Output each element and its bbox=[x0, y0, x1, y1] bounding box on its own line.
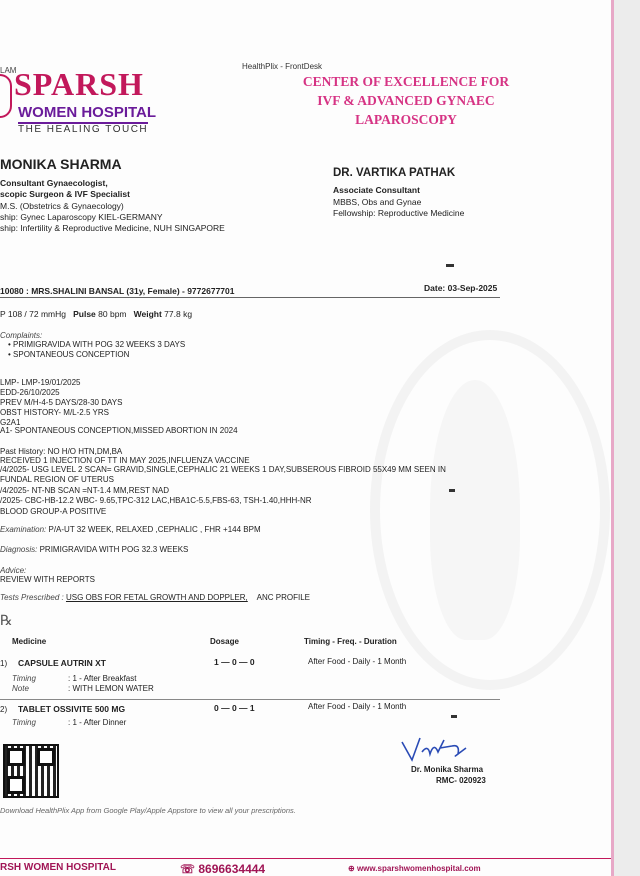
brand-name: SPARSH bbox=[14, 66, 144, 102]
medicine-timing: After Food - Daily - 1 Month bbox=[308, 657, 407, 666]
doctor1-line3: M.S. (Obstetrics & Gynaecology) bbox=[0, 201, 124, 211]
download-note: Download HealthPlix App from Google Play/Apple Appstore to view all your prescriptions. bbox=[0, 806, 296, 815]
scan-mark bbox=[449, 489, 455, 492]
advice-text: REVIEW WITH REPORTS bbox=[0, 575, 95, 584]
page-edge-band bbox=[611, 0, 614, 876]
medicine-dosage: 1 — 0 — 0 bbox=[214, 657, 255, 667]
footer-hospital: RSH WOMEN HOSPITAL bbox=[0, 862, 116, 873]
doctor1-name: MONIKA SHARMA bbox=[0, 156, 122, 172]
footer-rule bbox=[0, 858, 612, 859]
history-line: G2A1 bbox=[0, 418, 21, 427]
signatory-name: Dr. Monika Sharma bbox=[411, 765, 484, 774]
hospital-logo-icon bbox=[0, 74, 12, 118]
medicine-dosage: 0 — 0 — 1 bbox=[214, 703, 255, 713]
tests-prescribed: USG OBS FOR FETAL GROWTH AND DOPPLER, bbox=[65, 593, 248, 602]
header-rule bbox=[0, 297, 500, 298]
doctor2-degree: MBBS, Obs and Gynae bbox=[333, 197, 422, 207]
weight-label: Weight bbox=[133, 309, 162, 319]
signatory-rmc: RMC- 020923 bbox=[436, 776, 486, 785]
blood-pressure: P 108 / 72 mmHg bbox=[0, 309, 66, 319]
history-line: PREV M/H-4-5 DAYS/28-30 DAYS bbox=[0, 398, 123, 407]
vitals-row bbox=[0, 309, 192, 319]
row-separator bbox=[0, 699, 500, 700]
watermark-figure bbox=[430, 380, 520, 640]
weight-value: 77.8 kg bbox=[164, 309, 193, 319]
qr-code bbox=[3, 744, 59, 798]
visit-date: Date: 03-Sep-2025 bbox=[424, 283, 498, 293]
globe-icon: ⊕ bbox=[348, 864, 355, 873]
past-history-line: RECEIVED 1 INJECTION OF TT IN MAY 2025,INFLUENZA VACCINE bbox=[0, 456, 250, 465]
patient-info: 10080 : MRS.SHALINI BANSAL (31y, Female) - 9772677701 bbox=[0, 286, 235, 296]
pulse-value: 80 bpm bbox=[98, 309, 127, 319]
hospital-name: WOMEN HOSPITAL bbox=[18, 104, 157, 121]
col-medicine: Medicine bbox=[12, 637, 47, 646]
scan-mark bbox=[451, 715, 457, 718]
medicine-timing: After Food - Daily - 1 Month bbox=[308, 702, 407, 711]
pulse-label: Pulse bbox=[73, 309, 96, 319]
tests-row: Tests Prescribed : USG OBS FOR FETAL GROWTH AND DOPPLER, ANC PROFILE bbox=[0, 593, 311, 602]
doctor1-line5: ship: Infertility & Reproductive Medicine, NUH SINGAPORE bbox=[0, 223, 225, 233]
logo-fragment: LAM bbox=[0, 66, 17, 75]
past-history-line: Past History: NO H/O HTN,DM,BA bbox=[0, 447, 123, 456]
rx-symbol: ℞ bbox=[0, 612, 13, 628]
advice-label: Advice: bbox=[0, 566, 27, 575]
doctor2-name: DR. VARTIKA PATHAK bbox=[333, 167, 456, 179]
doctor-signature bbox=[400, 734, 470, 764]
past-history-line: BLOOD GROUP-A POSITIVE bbox=[0, 507, 107, 516]
col-dosage: Dosage bbox=[210, 637, 239, 646]
scan-mark bbox=[446, 264, 454, 267]
complaint-item: • SPONTANEOUS CONCEPTION bbox=[8, 350, 130, 359]
past-history-line: FUNDAL REGION OF UTERUS bbox=[0, 475, 114, 484]
past-history-line: /2025- CBC-HB-12.2 WBC- 9.65,TPC-312 LAC,HBA1C-5.5,FBS-63, TSH-1.40,HHH-NR bbox=[0, 496, 312, 505]
examination-row: Examination: P/A-UT 32 WEEK, RELAXED ,CEPHALIC , FHR +144 BPM bbox=[0, 525, 261, 534]
doctor1-line1: Consultant Gynaecologist, bbox=[0, 178, 108, 188]
phone-icon: ☏ bbox=[180, 862, 196, 876]
tagline: THE HEALING TOUCH bbox=[18, 124, 149, 135]
col-timing: Timing - Freq. - Duration bbox=[304, 637, 397, 646]
center-title: CENTER OF EXCELLENCE FOR IVF & ADVANCED GYNAEC LAPAROSCOPY bbox=[302, 74, 510, 127]
footer-web: ⊕ www.sparshwomenhospital.com bbox=[348, 864, 481, 873]
doctor2-fellowship: Fellowship: Reproductive Medicine bbox=[333, 208, 465, 218]
front-desk-label: HealthPlix - FrontDesk bbox=[242, 62, 323, 71]
history-line: LMP- LMP-19/01/2025 bbox=[0, 378, 81, 387]
history-line: A1- SPONTANEOUS CONCEPTION,MISSED ABORTION IN 2024 bbox=[0, 426, 238, 435]
complaint-item: • PRIMIGRAVIDA WITH POG 32 WEEKS 3 DAYS bbox=[8, 340, 186, 349]
medicine-name: TABLET OSSIVITE 500 MG bbox=[18, 704, 126, 714]
history-line: OBST HISTORY- M/L-2.5 YRS bbox=[0, 408, 109, 417]
doctor1-line4: ship: Gynec Laparoscopy KIEL-GERMANY bbox=[0, 212, 163, 222]
prescription-paper: LAM SPARSH WOMEN HOSPITAL THE HEALING TOUCH HealthPlix - FrontDesk CENTER OF EXCELLENCE FOR IVF & ADVANCED GYNAEC LAPAROSCOPY MONIKA SHARMA Consultant Gynaecologist, scopic Surgeon & IVF Specialist M.S. (Obstetrics & Gynaecology) ship: Gynec Laparoscopy KIEL-GERMANY ship: Infertility & Reproductive Medicine, NUH SINGAPORE DR. VARTIKA PATHAK Associate Consultant MBBS, Obs and Gynae Fellowship: Reproductive Medicine 10080 : MRS.SHALINI BANSAL (31y, Female) - 9772677701 Date: 03-Sep-2025 P 108 / 72 mmHg Pulse 80 bpm Weight 77.8 kg Complaints: • PRIMIGRAVIDA WITH POG 32 WEEKS 3 DAYS • SPONTANEOUS CONCEPTION LMP- LMP-19/01/2025 EDD-26/10/2025 PREV M/H-4-5 DAYS/28-30 DAYS OBST HISTORY- M/L-2.5 YRS G2A1 A1- SPONTANEOUS CONCEPTION,MISSED ABORTION IN 2024 Past History: NO H/O HTN,DM,BA RECEIVED 1 INJECTION OF TT IN MAY 2025,INFLUENZA VACCINE /4/2025- USG LEVEL 2 SCAN= GRAVID,SINGLE,CEPHALIC 21 WEEKS 1 DAY,SUBSEROUS FIBROID 55X49 MM SEEN IN FUNDAL REGION OF UTERUS /4/2025- NT-NB SCAN =NT-1.4 MM,REST NAD /2025- CBC-HB-12.2 WBC- 9.65,TPC-312 LAC,HBA1C-5.5,FBS-63, TSH-1.40,HHH-NR BLOOD GROUP-A POSITIVE Examination: P/A-UT 32 WEEK, RELAXED ,CEPHALIC , FHR +144 BPM Diagnosis: PRIMIGRAVIDA WITH POG 32.3 WEEKS Advice: REVIEW WITH REPORTS Tests Prescribed : USG OBS FOR FETAL GROWTH AND DOPPLER, ANC PROFILE ℞ Medicine Dosage Timing - Freq. - Duration 1) CAPSULE AUTRIN XT 1 — 0 — 0 After Food - Daily - 1 Month Timing : 1 - After Breakfast Note : WITH LEMON WATER 2) TABLET OSSIVITE 500 MG 0 — 0 — 1 After Food - Daily - 1 Month Timing : 1 - After Dinner Dr. Monika Sharma RMC- 020923 Download HealthPlix App from Google Play/Apple Appstore to view all your prescriptions. RSH WOMEN HOSPITAL ☏ 8696634444 ⊕ www.sparshwomenhospital.com bbox=[0, 0, 612, 876]
diagnosis-row: Diagnosis: PRIMIGRAVIDA WITH POG 32.3 WEEKS bbox=[0, 545, 189, 554]
complaints-label: Complaints: bbox=[0, 331, 43, 340]
doctor2-title: Associate Consultant bbox=[333, 185, 420, 195]
past-history-line: /4/2025- NT-NB SCAN =NT-1.4 MM,REST NAD bbox=[0, 486, 170, 495]
scan-background bbox=[612, 0, 640, 876]
medicine-name: CAPSULE AUTRIN XT bbox=[18, 658, 106, 668]
doctor1-line2: scopic Surgeon & IVF Specialist bbox=[0, 189, 130, 199]
footer-phone: ☏ 8696634444 bbox=[180, 862, 266, 876]
past-history-line: /4/2025- USG LEVEL 2 SCAN= GRAVID,SINGLE,CEPHALIC 21 WEEKS 1 DAY,SUBSEROUS FIBROID 55X49 MM SEEN IN bbox=[0, 465, 446, 474]
history-line: EDD-26/10/2025 bbox=[0, 388, 60, 397]
